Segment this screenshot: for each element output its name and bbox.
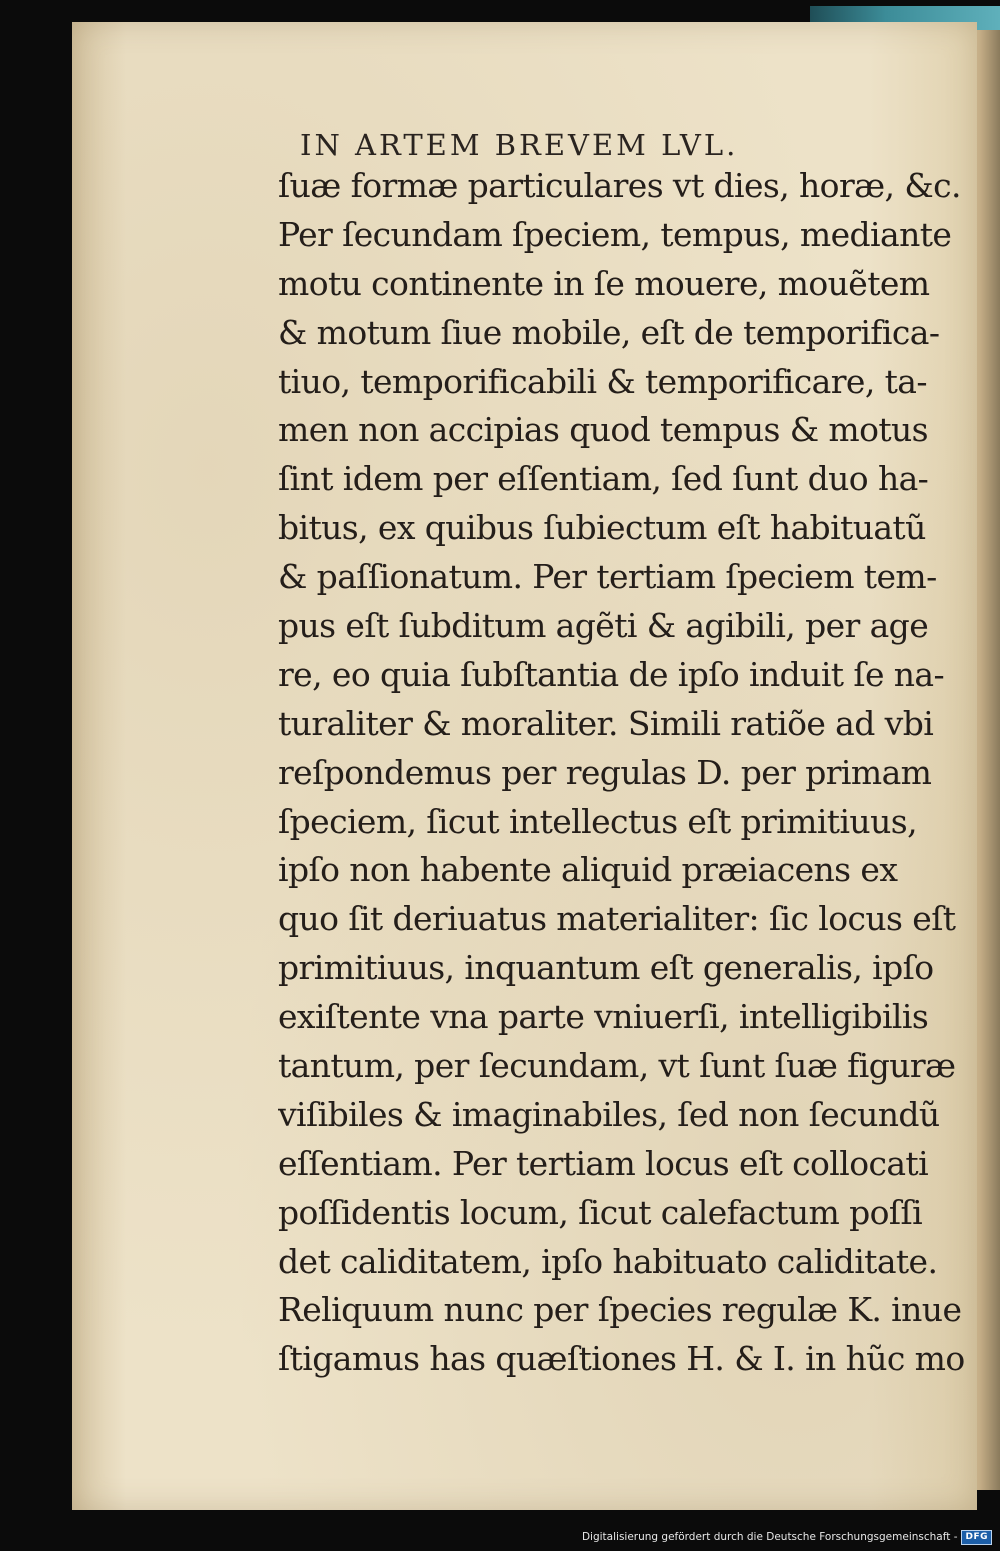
text-line: exiſtente vna parte vniuerſi, intelligibilis bbox=[278, 997, 929, 1037]
text-line: Reliquum nunc per ſpecies regulæ K. inue bbox=[278, 1290, 962, 1330]
text-line: men non accipias quod tempus & motus bbox=[278, 410, 929, 450]
running-head: IN ARTEM BREVEM LVL. bbox=[300, 128, 739, 162]
text-block bbox=[278, 162, 978, 1384]
text-line: Per ſecundam ſpeciem, tempus, mediante bbox=[278, 214, 952, 254]
text-line: ſpeciem, ſicut intellectus eſt primitiuus, bbox=[278, 801, 917, 841]
credit-text: Digitalisierung gefördert durch die Deutsche Forschungsgemeinschaft - bbox=[581, 1531, 958, 1543]
text-line: ſuæ formæ particulares vt dies, horæ, &c. bbox=[278, 166, 961, 205]
text-line: ſint idem per eſſentiam, ſed ſunt duo ha- bbox=[278, 459, 929, 499]
text-line: & paſſionatum. Per tertiam ſpeciem tem- bbox=[278, 557, 937, 597]
text-line: motu continente in ſe mouere, mouẽtem bbox=[278, 263, 930, 303]
text-line: tiuo, temporificabili & temporificare, ta- bbox=[278, 361, 927, 401]
text-line: quo ſit deriuatus materialiter: ſic locus eſt bbox=[278, 899, 956, 939]
text-line: pus eſt ſubditum agẽti & agibili, per age bbox=[278, 606, 929, 646]
text-line: eſſentiam. Per tertiam locus eſt collocati bbox=[278, 1143, 929, 1183]
digitization-credit bbox=[582, 1527, 992, 1547]
text-line: bitus, ex quibus ſubiectum eſt habituatũ bbox=[278, 508, 926, 548]
text-line: det caliditatem, ipſo habituato caliditate. bbox=[278, 1241, 938, 1281]
text-line: ſtigamus has quæſtiones H. & I. in hũc mo bbox=[278, 1339, 965, 1379]
text-line: turaliter & moraliter. Simili ratiõe ad vbi bbox=[278, 703, 934, 743]
text-line: primitiuus, inquantum eſt generalis, ipſo bbox=[278, 948, 934, 988]
text-line: poſſidentis locum, ſicut calefactum poſſi bbox=[278, 1192, 923, 1232]
text-line: reſpondemus per regulas D. per primam bbox=[278, 752, 932, 792]
text-line: re, eo quia ſubſtantia de ipſo induit ſe na- bbox=[278, 654, 945, 694]
dfg-logo: DFG bbox=[961, 1530, 992, 1545]
text-line: ipſo non habente aliquid præiacens ex bbox=[278, 850, 898, 890]
text-line: & motum ſiue mobile, eſt de temporifica- bbox=[278, 312, 940, 352]
text-line: tantum, per ſecundam, vt ſunt ſuæ figuræ bbox=[278, 1046, 956, 1086]
text-line: viſibiles & imaginabiles, ſed non ſecundũ bbox=[278, 1094, 940, 1134]
